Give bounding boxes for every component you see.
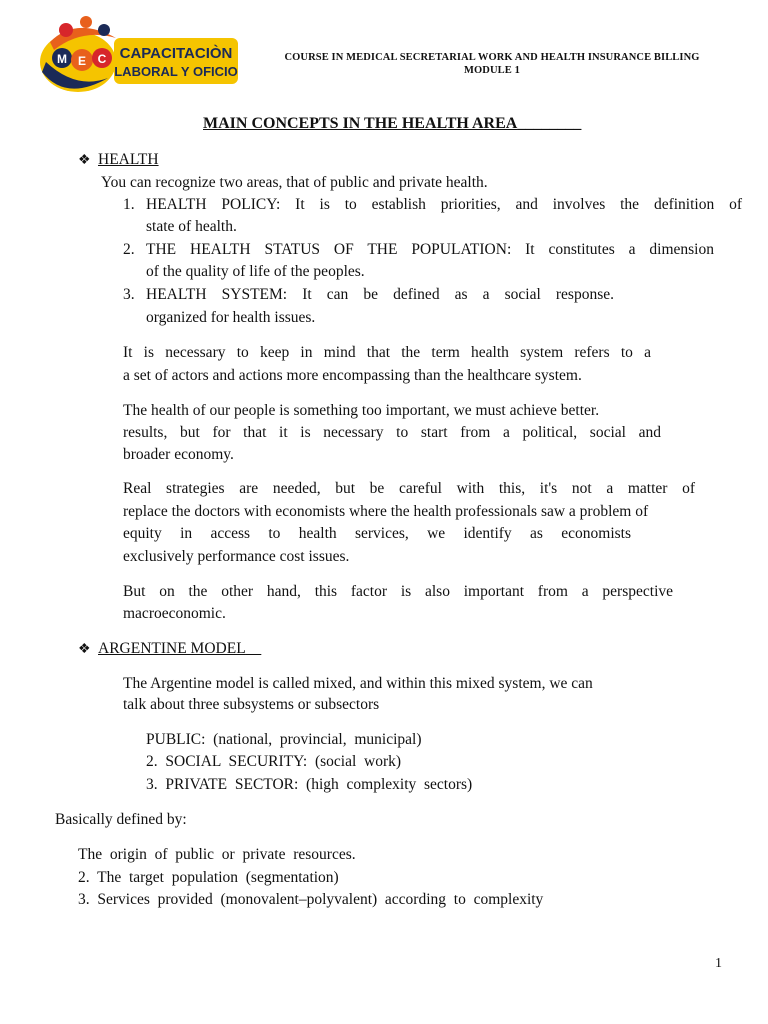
paragraph-line: The health of our people is something too important, we must achieve better. [123,402,600,419]
paragraph-line: The Argentine model is called mixed, and within this mixed system, we can [123,675,593,692]
list-number: 2. [123,241,135,258]
section-heading-label: HEALTH [98,151,159,168]
section-heading-trail: __ [245,640,262,657]
section-heading-label: ARGENTINE MODEL [98,640,246,657]
paragraph-line: It is necessary to keep in mind that the term health system refers to a [123,344,651,361]
paragraph-line: Real strategies are needed, but be careful with this, it's not a matter of [123,480,695,497]
health-intro: You can recognize two areas, that of public and private health. [101,174,488,191]
logo-text-line2: LABORAL Y OFICIO [114,64,238,79]
paragraph-line: exclusively performance cost issues. [123,548,350,565]
list-item-line: HEALTH POLICY: It is to establish priorities, and involves the definition of [146,196,742,213]
section-heading-health [78,151,159,169]
defined-by-label: Basically defined by: [55,811,187,828]
paragraph-line: macroeconomic. [123,605,226,622]
paragraph-line: replace the doctors with economists where the health professionals saw a problem of [123,503,649,520]
list-item: 3. Services provided (monovalent–polyvalent) according to complexity [78,891,544,908]
header-course: COURSE IN MEDICAL SECRETARIAL WORK AND HEALTH INSURANCE BILLING [284,52,700,63]
logo-badge-letter: M [57,52,67,66]
diamond-bullet-icon: ❖ [78,642,91,657]
list-item-line: state of health. [146,218,237,235]
logo-text-line1: CAPACITACIÒN [119,45,233,62]
paragraph-line: broader economy. [123,446,234,463]
paragraph-line: talk about three subsystems or subsectors [123,696,380,713]
diamond-bullet-icon: ❖ [78,153,91,168]
logo-badge-letter: E [77,54,87,68]
list-item: 2. The target population (segmentation) [78,869,339,886]
list-item-line: organized for health issues. [146,309,316,326]
page-title [203,115,581,133]
list-item: 2. SOCIAL SECURITY: (social work) [146,753,402,770]
list-number: 3. [123,286,135,303]
page-title-trail: ________ [517,115,582,132]
paragraph-line: But on the other hand, this factor is also important from a perspective [123,583,673,600]
list-item-line: HEALTH SYSTEM: It can be defined as a social response. [146,286,614,303]
list-item: 3. PRIVATE SECTOR: (high complexity sectors) [146,776,473,793]
list-item: PUBLIC: (national, provincial, municipal) [146,731,422,748]
company-logo [36,12,274,100]
paragraph-line: a set of actors and actions more encompassing than the healthcare system. [123,367,582,384]
section-heading-argentine-model [78,640,261,658]
logo-badge-letter: C [97,52,107,66]
list-item: The origin of public or private resources. [78,846,356,863]
paragraph-line: results, but for that it is necessary to start from a political, social and [123,424,661,441]
page-title-text: MAIN CONCEPTS IN THE HEALTH AREA [203,115,518,132]
list-number: 1. [123,196,135,213]
list-item-line: of the quality of life of the peoples. [146,263,365,280]
list-item-line: THE HEALTH STATUS OF THE POPULATION: It constitutes a dimension [146,241,714,258]
page-number: 1 [715,956,722,971]
paragraph-line: equity in access to health services, we identify as economists [123,525,631,542]
header-module: MODULE 1 [464,65,520,76]
